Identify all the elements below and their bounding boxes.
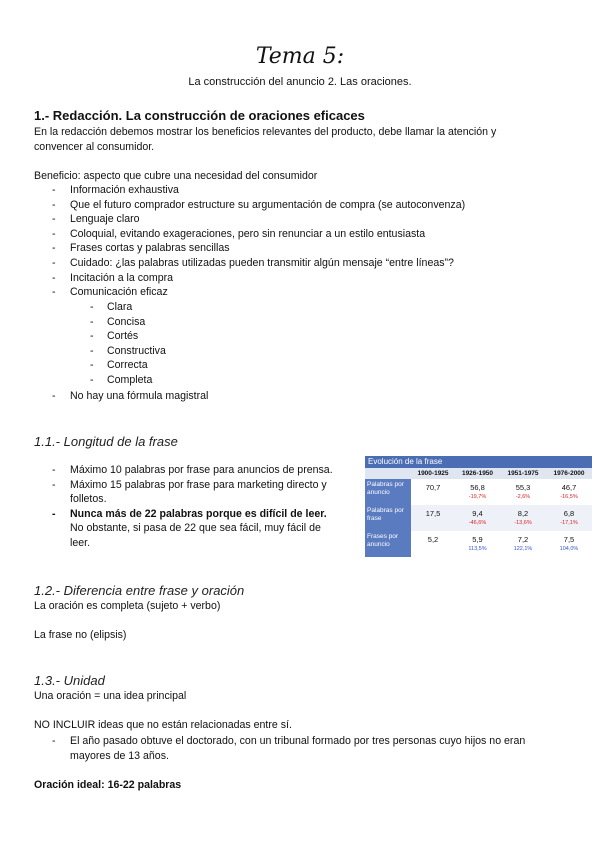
- section1-intro-line2: convencer al consumidor.: [34, 141, 155, 153]
- list-item: - Que el futuro comprador estructure su argumentación de compra (se autoconvenza): [34, 198, 574, 213]
- section1-last: [34, 389, 574, 404]
- list-item: - Constructiva: [34, 344, 574, 359]
- section12-line2: La frase no (elipsis): [34, 629, 127, 641]
- list-item: - No hay una fórmula magistral: [34, 389, 574, 404]
- cell-value: 9,4: [472, 509, 483, 518]
- list-item: - Cortés: [34, 329, 574, 344]
- list-item: - Lenguaje claro: [34, 212, 574, 227]
- table-header: 1951-1975: [500, 468, 546, 479]
- cell-pct: -2,6%: [515, 494, 531, 500]
- list-item: - Completa: [34, 373, 574, 388]
- section13-list: [34, 734, 574, 763]
- cell-value: 5,9: [472, 535, 483, 544]
- cell-value: 7,5: [563, 535, 575, 544]
- section1-sublist: [34, 300, 574, 388]
- table-cell: [455, 479, 500, 505]
- table-title: Evolución de la frase: [365, 456, 592, 468]
- list-item: - Máximo 10 palabras por frase para anuncios de prensa.: [34, 463, 354, 478]
- list-item: - Concisa: [34, 315, 574, 330]
- list-item: - Frases cortas y palabras sencillas: [34, 241, 574, 256]
- ideal-sentence: Oración ideal: 16-22 palabras: [34, 779, 182, 791]
- list-item: - Comunicación eficaz: [34, 285, 574, 300]
- row-label: Frases por anuncio: [365, 531, 411, 557]
- table-cell: [546, 531, 592, 557]
- cell-pct: 122,1%: [513, 546, 533, 552]
- table-cell: [500, 479, 546, 505]
- cell-pct: -16,5%: [560, 494, 578, 500]
- list-item: folletos.: [70, 493, 107, 506]
- list-item: No obstante, si pasa de 22 que sea fácil, muy fácil de: [70, 522, 321, 535]
- cell-value: 56,8: [470, 483, 485, 492]
- table-cell: [546, 505, 592, 531]
- cell-value: 70,7: [425, 483, 441, 492]
- cell-value: 8,2: [517, 509, 529, 518]
- section1-heading: 1.- Redacción. La construcción de oraciones eficaces: [34, 108, 365, 123]
- section12-heading: 1.2.- Diferencia entre frase y oración: [34, 583, 245, 598]
- cell-pct: -13,6%: [514, 520, 532, 526]
- list-item: - Cuidado: ¿las palabras utilizadas pueden transmitir algún mensaje “entre líneas”?: [34, 256, 574, 271]
- table-header: 1926-1950: [455, 468, 500, 479]
- section1-list: [34, 183, 574, 300]
- list-item: - Incitación a la compra: [34, 271, 574, 286]
- cell-pct: -46,6%: [468, 520, 487, 526]
- benefit-line: Beneficio: aspecto que cubre una necesidad del consumidor: [34, 170, 318, 182]
- row-label: Palabras por anuncio: [365, 479, 411, 505]
- table-cell: [455, 531, 500, 557]
- cell-pct: 104,0%: [559, 546, 579, 552]
- cell-value: 5,2: [427, 535, 439, 544]
- cell-value: 46,7: [561, 483, 577, 492]
- table-cell: [500, 505, 546, 531]
- section11-list: [34, 463, 354, 551]
- table-cell: [455, 505, 500, 531]
- cell-pct: -19,7%: [468, 494, 487, 500]
- list-item: - Información exhaustiva: [34, 183, 574, 198]
- list-item: mayores de 13 años.: [70, 749, 169, 762]
- frase-evolution-table: [365, 456, 592, 552]
- table-cell: [411, 479, 455, 505]
- row-label: Palabras por frase: [365, 505, 411, 531]
- cell-value: 6,8: [563, 509, 575, 518]
- section1-intro-line1: En la redacción debemos mostrar los beneficios relevantes del producto, debe llamar la atención y: [34, 126, 497, 138]
- table-cell: [546, 479, 592, 505]
- list-item: - El año pasado obtuve el doctorado, con un tribunal formado por tres personas cuyo hijos no eran: [34, 734, 574, 749]
- list-item: leer.: [70, 536, 91, 549]
- cell-pct: -17,1%: [560, 520, 578, 526]
- table-header: 1976-2000: [546, 468, 592, 479]
- list-item: - Máximo 15 palabras por frase para marketing directo y: [34, 478, 354, 493]
- cell-pct: 113,5%: [468, 546, 487, 552]
- cell-value: 7,2: [517, 535, 529, 544]
- section11-heading: 1.1.- Longitud de la frase: [34, 434, 178, 449]
- section13-line1: Una oración = una idea principal: [34, 690, 187, 702]
- section12-line1: La oración es completa (sujeto + verbo): [34, 600, 221, 612]
- table-header: [365, 468, 411, 479]
- table-cell: [500, 531, 546, 557]
- list-item: - Correcta: [34, 358, 574, 373]
- cell-value: 17,5: [425, 509, 441, 518]
- table-cell: [411, 531, 455, 557]
- cell-value: 55,3: [515, 483, 531, 492]
- section13-line2: NO INCLUIR ideas que no están relacionadas entre sí.: [34, 719, 292, 731]
- list-item: - Nunca más de 22 palabras porque es difícil de leer.: [34, 507, 354, 522]
- table-header: 1900-1925: [411, 468, 455, 479]
- list-item: - Coloquial, evitando exageraciones, pero sin renunciar a un estilo entusiasta: [34, 227, 574, 242]
- list-item: - Clara: [34, 300, 574, 315]
- page-title: Tema 5:: [255, 44, 345, 69]
- table-cell: [411, 505, 455, 531]
- page-subtitle: La construcción del anuncio 2. Las oraciones.: [188, 76, 412, 88]
- section13-heading: 1.3.- Unidad: [34, 673, 105, 688]
